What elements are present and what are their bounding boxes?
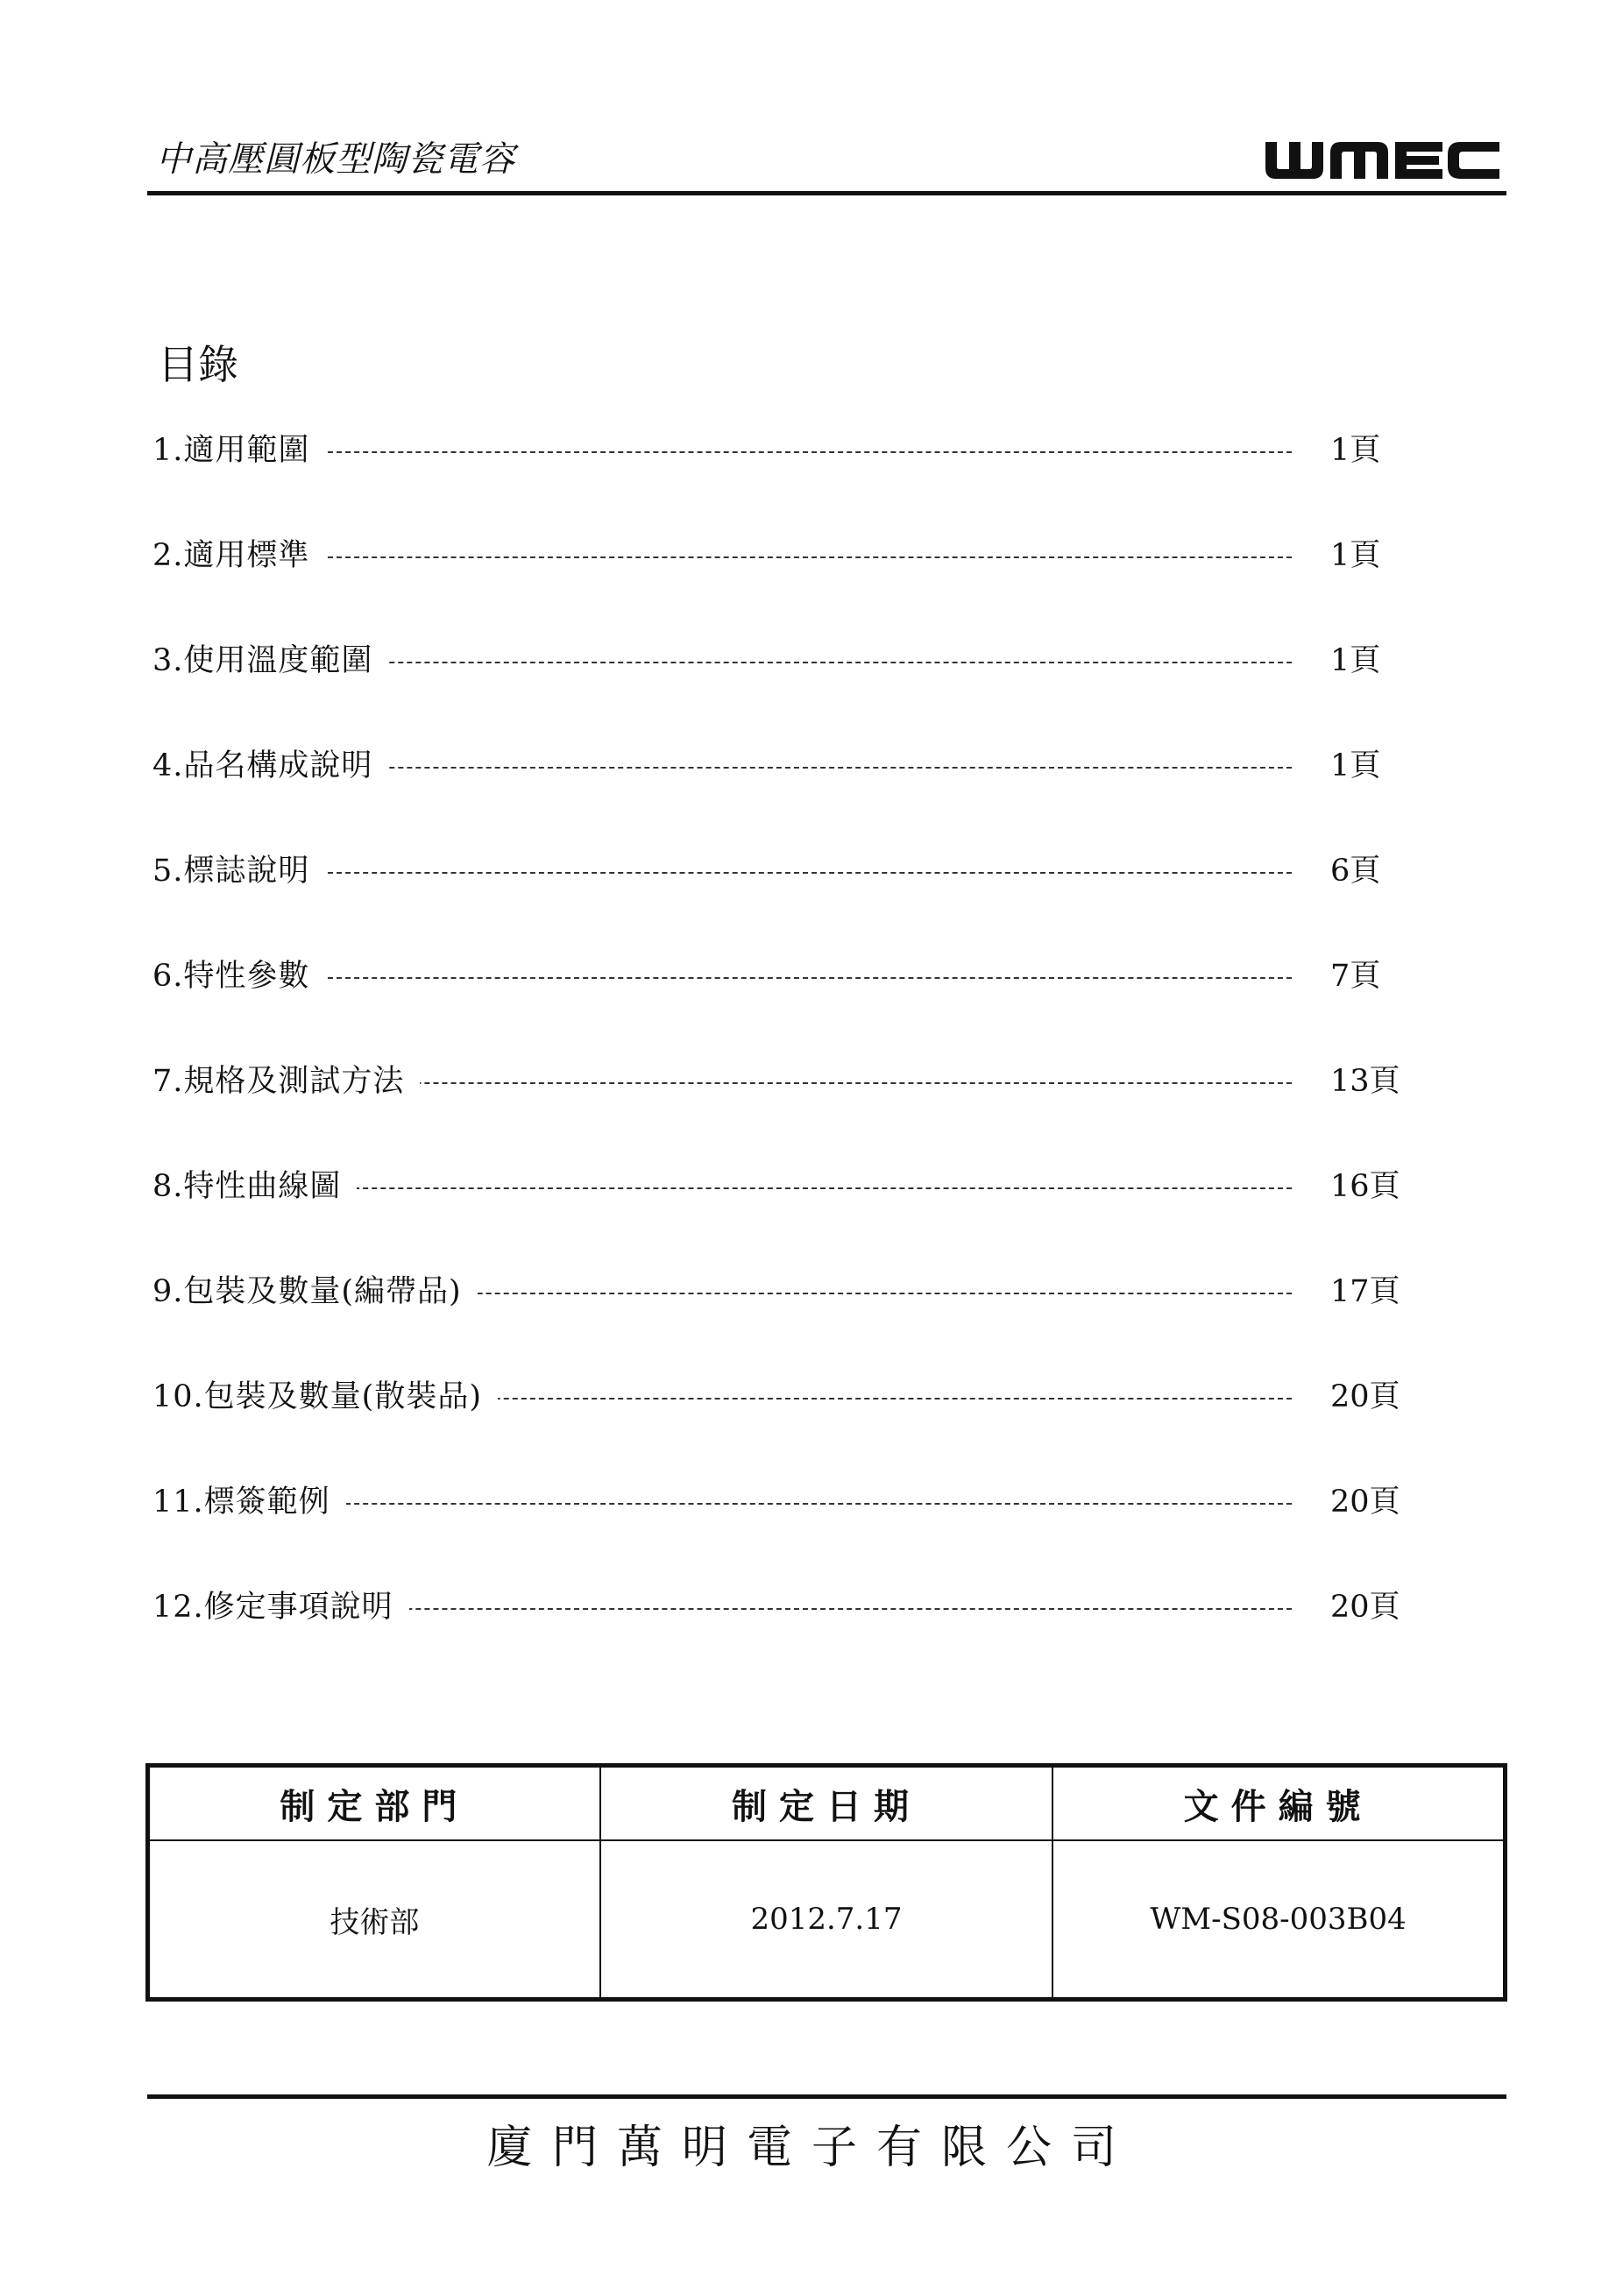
toc-entry-page: 20頁 bbox=[1330, 1379, 1400, 1414]
toc-entry-label: 1.適用範圍 bbox=[152, 424, 325, 477]
toc-entry-page: 13頁 bbox=[1330, 1064, 1400, 1099]
toc-entry-page: 7頁 bbox=[1330, 959, 1381, 994]
footer-company-name: 廈門萬明電子有限公司 bbox=[486, 2122, 1136, 2174]
toc-entry-label: 5.標誌說明 bbox=[152, 845, 325, 897]
info-table-header-row bbox=[148, 1766, 1506, 1841]
toc-entry[interactable] bbox=[152, 1371, 1400, 1476]
toc-entry-label: 6.特性參數 bbox=[152, 950, 325, 1003]
toc-entry-label: 4.品名構成說明 bbox=[152, 740, 388, 792]
toc-entry-page: 1頁 bbox=[1330, 538, 1381, 573]
toc-entry-label: 3.使用溫度範圍 bbox=[152, 634, 388, 687]
toc-title: 目錄 bbox=[158, 341, 238, 388]
toc-entry[interactable] bbox=[152, 1160, 1400, 1265]
toc-entry-label: 12.修定事項說明 bbox=[152, 1581, 409, 1633]
toc-entry-page: 16頁 bbox=[1330, 1169, 1400, 1204]
toc-leader-line bbox=[328, 662, 1292, 663]
toc-leader-line bbox=[328, 977, 1292, 979]
toc-entry-page: 1頁 bbox=[1330, 433, 1381, 468]
toc-entry-page: 1頁 bbox=[1330, 643, 1381, 678]
value-doc-number: WM-S08-003B04 bbox=[1052, 1840, 1505, 2000]
toc-entry-label: 7.規格及測試方法 bbox=[152, 1055, 420, 1108]
toc-leader-line bbox=[328, 767, 1292, 769]
toc-entry-page: 17頁 bbox=[1330, 1274, 1400, 1309]
toc-entry[interactable] bbox=[152, 424, 1397, 529]
toc-entry[interactable] bbox=[152, 845, 1397, 950]
footer-rule bbox=[147, 2094, 1506, 2099]
toc-entry[interactable] bbox=[152, 950, 1397, 1055]
header-doc-number: 文件編號 bbox=[1052, 1766, 1505, 1841]
toc-entry-page: 1頁 bbox=[1330, 748, 1381, 783]
toc-entry[interactable] bbox=[152, 1581, 1400, 1686]
toc-entry-label: 2.適用標準 bbox=[152, 529, 325, 582]
toc-leader-line bbox=[328, 451, 1292, 453]
toc-entry[interactable] bbox=[152, 1476, 1400, 1581]
toc-leader-line bbox=[328, 556, 1292, 558]
toc-leader-line bbox=[328, 872, 1292, 874]
toc-entry-label: 10.包裝及數量(散裝品) bbox=[152, 1371, 498, 1423]
toc-entry[interactable] bbox=[152, 740, 1397, 845]
header-rule bbox=[147, 191, 1506, 195]
wmec-logo bbox=[1262, 138, 1503, 182]
toc-leader-line bbox=[328, 1608, 1292, 1610]
toc-entry[interactable] bbox=[152, 1055, 1400, 1160]
document-header-title: 中高壓圓板型陶瓷電容 bbox=[156, 139, 515, 180]
info-table-value-row bbox=[148, 1840, 1506, 2000]
toc-entry-label: 9.包裝及數量(編帶品) bbox=[152, 1265, 478, 1318]
toc-leader-line bbox=[328, 1503, 1292, 1505]
toc-entry[interactable] bbox=[152, 1265, 1400, 1371]
table-of-contents bbox=[152, 424, 1400, 1686]
value-date: 2012.7.17 bbox=[600, 1840, 1052, 2000]
toc-entry-label: 11.標簽範例 bbox=[152, 1476, 346, 1528]
toc-entry-page: 6頁 bbox=[1330, 854, 1381, 889]
value-dept: 技術部 bbox=[148, 1840, 600, 2000]
toc-entry-page: 20頁 bbox=[1330, 1485, 1400, 1520]
header-dept: 制定部門 bbox=[148, 1766, 600, 1841]
toc-entry-label: 8.特性曲線圖 bbox=[152, 1160, 357, 1213]
toc-entry-page: 20頁 bbox=[1330, 1590, 1400, 1625]
header-date: 制定日期 bbox=[600, 1766, 1052, 1841]
toc-leader-line bbox=[328, 1082, 1292, 1084]
toc-leader-line bbox=[328, 1187, 1292, 1189]
toc-entry[interactable] bbox=[152, 634, 1397, 740]
toc-entry[interactable] bbox=[152, 529, 1397, 634]
document-info-table bbox=[145, 1763, 1507, 2002]
